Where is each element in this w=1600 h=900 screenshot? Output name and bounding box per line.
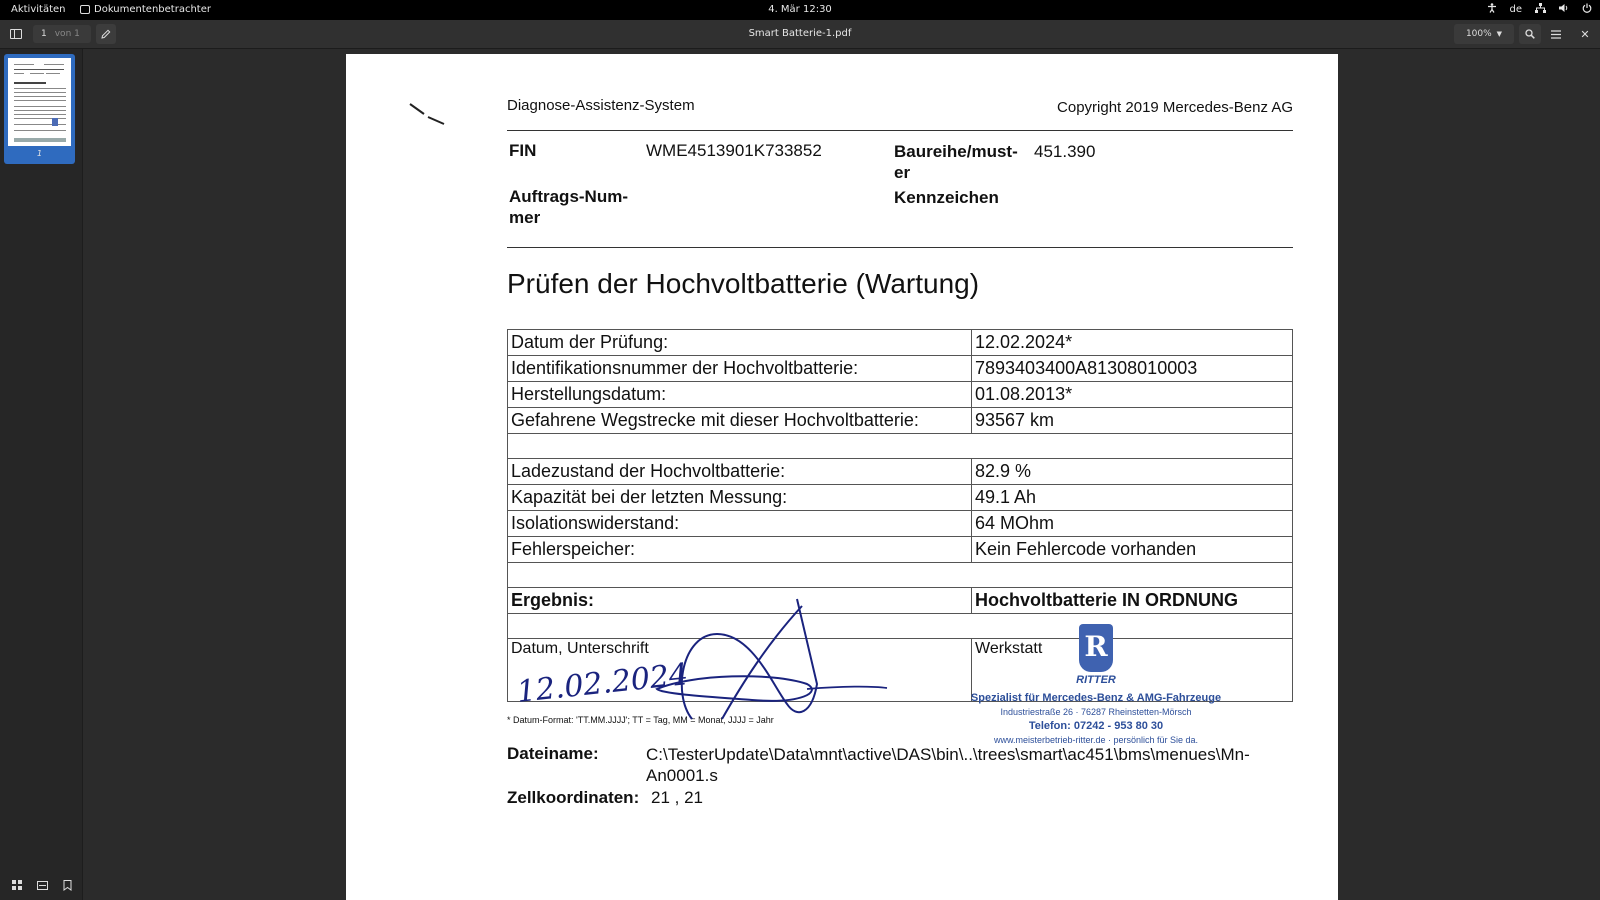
language-indicator[interactable]: de: [1509, 4, 1522, 15]
stamp-name: RITTER: [1076, 674, 1116, 686]
pencil-icon: [101, 29, 111, 39]
document-view[interactable]: [83, 49, 1600, 900]
sidebar-view-switcher: [0, 870, 82, 900]
page-thumbnail-selected[interactable]: [4, 54, 75, 164]
row-value: 64 MOhm: [972, 511, 1293, 537]
current-page-input[interactable]: 1: [41, 29, 47, 39]
clock[interactable]: 4. Mär 12:30: [768, 4, 832, 15]
main-menu-button[interactable]: [1545, 24, 1567, 44]
table-row-empty: [508, 434, 1293, 459]
document-title: Smart Batterie-1.pdf: [748, 28, 852, 39]
search-button[interactable]: [1519, 24, 1541, 44]
annotate-button[interactable]: [96, 24, 116, 44]
top-bar: [0, 0, 1600, 20]
table-row: [508, 511, 1293, 537]
table-row: [508, 382, 1293, 408]
signature-label: Datum, Unterschrift: [508, 639, 972, 702]
workshop-label: Werkstatt: [972, 639, 1293, 702]
cell-coordinates-label: Zellkoordinaten:: [507, 788, 640, 807]
scan-mark: [408, 102, 448, 128]
header-bar: [0, 20, 1600, 49]
handwritten-signature: [512, 594, 892, 724]
cell-coordinates-value: 21 , 21: [651, 788, 703, 807]
network-icon[interactable]: [1535, 3, 1546, 16]
stamp-line-2: Industriestraße 26 · 76287 Rheinstetten-Mörsch: [1000, 707, 1192, 717]
volume-icon[interactable]: [1559, 3, 1569, 16]
app-name: Dokumentenbetrachter: [94, 4, 211, 15]
close-icon: ✕: [1580, 27, 1590, 41]
sidebar-icon: [10, 29, 22, 39]
row-label: Herstellungsdatum:: [508, 382, 972, 408]
kennzeichen-label: Kennzeichen: [894, 188, 999, 207]
sidebar-toggle-button[interactable]: [6, 24, 26, 44]
system-tray[interactable]: [1487, 3, 1593, 16]
fin-label: FIN: [509, 141, 537, 160]
page-thumbnail-image: [8, 58, 71, 146]
result-value: Hochvoltbatterie IN ORDNUNG: [972, 588, 1293, 614]
page-selector[interactable]: [33, 25, 91, 43]
page-count-label: von 1: [54, 29, 80, 39]
search-icon: [1525, 29, 1535, 39]
thumbnail-sidebar: [0, 49, 83, 900]
thumbnail-page-number: 1: [36, 149, 43, 158]
stamp-line-3: Telefon: 07242 - 953 80 30: [1028, 720, 1164, 732]
baureihe-value: 451.390: [1034, 142, 1096, 161]
ritter-logo: R: [1079, 624, 1113, 672]
row-value: 82.9 %: [972, 459, 1293, 485]
fin-value: WME4513901K733852: [646, 141, 822, 160]
table-row: [508, 330, 1293, 356]
meta-rule: [507, 247, 1293, 248]
row-value: 93567 km: [972, 408, 1293, 434]
table-row-empty: [508, 563, 1293, 588]
auftrag-label-1: Auftrags-Num-: [509, 187, 628, 206]
row-label: Kapazität bei der letzten Messung:: [508, 485, 972, 511]
activities-button[interactable]: Aktivitäten: [11, 4, 66, 15]
pdf-page: [346, 54, 1338, 900]
table-row: [508, 459, 1293, 485]
row-value: 49.1 Ah: [972, 485, 1293, 511]
accessibility-icon[interactable]: [1487, 3, 1497, 16]
zoom-dropdown[interactable]: [1454, 24, 1514, 44]
page-title: Prüfen der Hochvoltbatterie (Wartung): [507, 268, 980, 299]
chevron-down-icon: ▼: [1496, 30, 1503, 38]
auftrag-label-2: mer: [509, 208, 541, 227]
header-rule: [507, 130, 1293, 131]
zoom-level: 100%: [1465, 29, 1492, 39]
filename-label: Dateiname:: [507, 744, 599, 763]
thumbnails-view-icon[interactable]: [9, 878, 25, 892]
table-row: [508, 537, 1293, 563]
stamp-line-1: Spezialist für Mercedes-Benz & AMG-Fahrzeuge: [970, 692, 1222, 704]
baureihe-label-1: Baureihe/must-: [894, 142, 1018, 161]
row-label: Datum der Prüfung:: [508, 330, 972, 356]
row-value: 01.08.2013*: [972, 382, 1293, 408]
document-viewer-icon: [80, 5, 90, 14]
handwritten-date: 12.02.2024: [515, 657, 690, 710]
header-system-name: Diagnose-Assistenz-System: [507, 97, 695, 114]
outline-view-icon[interactable]: [34, 878, 50, 892]
row-label: Isolationswiderstand:: [508, 511, 972, 537]
close-button[interactable]: [1575, 24, 1595, 44]
hamburger-icon: [1551, 30, 1561, 39]
result-label: Ergebnis:: [508, 588, 972, 614]
workshop-stamp: [956, 624, 1236, 745]
row-value: 12.02.2024*: [972, 330, 1293, 356]
power-icon[interactable]: [1582, 3, 1592, 16]
stamp-line-4: www.meisterbetrieb-ritter.de · persönlich für Sie da.: [993, 735, 1199, 745]
header-copyright: Copyright 2019 Mercedes-Benz AG: [1057, 99, 1293, 116]
app-menu[interactable]: [80, 4, 211, 15]
filename-value: C:\TesterUpdate\Data\mnt\active\DAS\bin\..\trees\smart\ac451\bms\menues\Mn-An0001.s: [646, 745, 1250, 785]
row-label: Ladezustand der Hochvoltbatterie:: [508, 459, 972, 485]
row-label: Gefahrene Wegstrecke mit dieser Hochvoltbatterie:: [508, 408, 972, 434]
table-row: [508, 408, 1293, 434]
row-label: Identifikationsnummer der Hochvoltbatterie:: [508, 356, 972, 382]
table-row: [508, 356, 1293, 382]
table-row: [508, 485, 1293, 511]
baureihe-label-2: er: [894, 163, 911, 182]
bookmark-icon[interactable]: [59, 878, 75, 892]
row-value: Kein Fehlercode vorhanden: [972, 537, 1293, 563]
row-value: 7893403400A81308010003: [972, 356, 1293, 382]
row-label: Fehlerspeicher:: [508, 537, 972, 563]
date-format-footnote: * Datum-Format: 'TT.MM.JJJJ'; TT = Tag, MM = Monat, JJJJ = Jahr: [507, 715, 774, 725]
